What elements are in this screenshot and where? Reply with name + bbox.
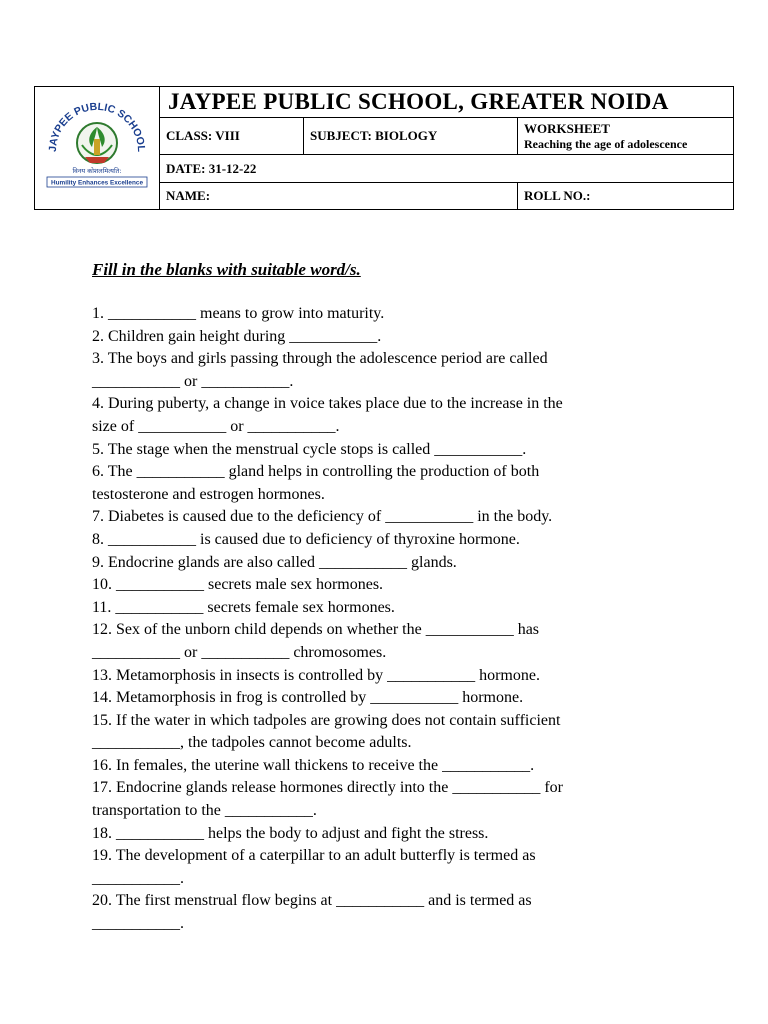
logo-hindi-motto: विनय कोशलमित्यति: xyxy=(72,167,122,175)
question-line: size of ___________ or ___________. xyxy=(92,417,340,435)
question-line: ___________. xyxy=(92,869,184,887)
worksheet-title: WORKSHEET xyxy=(524,120,610,136)
subject-field: SUBJECT: BIOLOGY xyxy=(304,118,518,155)
question-line: 7. Diabetes is caused due to the deficiency of ___________ in the body. xyxy=(92,508,553,526)
question-line: 10. ___________ secrets male sex hormones. xyxy=(92,576,384,594)
question-line: ___________. xyxy=(92,915,184,933)
header-table xyxy=(34,86,734,210)
question-line: 3. The boys and girls passing through the adolescence period are called xyxy=(92,350,548,368)
school-name: JAYPEE PUBLIC SCHOOL, GREATER NOIDA xyxy=(160,87,734,118)
question-line: 20. The first menstrual flow begins at ___________ and is termed as xyxy=(92,892,532,910)
question-line: 17. Endocrine glands release hormones directly into the ___________ for xyxy=(92,779,563,797)
question-line: 2. Children gain height during ___________. xyxy=(92,327,382,345)
question-line: 16. In females, the uterine wall thickens to receive the ___________. xyxy=(92,756,535,774)
name-field: NAME: xyxy=(160,183,518,210)
question-line: ___________, the tadpoles cannot become adults. xyxy=(92,734,412,752)
question-line: 5. The stage when the menstrual cycle stops is called ___________. xyxy=(92,440,527,458)
question-line: transportation to the ___________. xyxy=(92,802,317,820)
question-line: ___________ or ___________. xyxy=(92,372,294,390)
question-line: 13. Metamorphosis in insects is controlled by ___________ hormone. xyxy=(92,666,540,684)
worksheet-topic: Reaching the age of adolescence xyxy=(524,136,688,151)
question-line: 15. If the water in which tadpoles are growing does not contain sufficient xyxy=(92,711,561,729)
class-field: CLASS: VIII xyxy=(160,118,304,155)
question-line: testosterone and estrogen hormones. xyxy=(92,485,325,503)
question-line: 4. During puberty, a change in voice takes place due to the increase in the xyxy=(92,395,563,413)
logo-arc-text: JAYPEE PUBLIC SCHOOL xyxy=(46,100,148,153)
question-line: 14. Metamorphosis in frog is controlled by ___________ hormone. xyxy=(92,689,524,707)
question-list xyxy=(92,303,692,936)
question-line: 19. The development of a caterpillar to an adult butterfly is termed as xyxy=(92,847,536,865)
logo-motto: Humility Enhances Excellence xyxy=(51,179,143,187)
question-line: 11. ___________ secrets female sex hormones. xyxy=(92,598,395,616)
question-line: 9. Endocrine glands are also called ___________ glands. xyxy=(92,553,457,571)
instruction-heading: Fill in the blanks with suitable word/s. xyxy=(92,260,361,279)
question-line: ___________ or ___________ chromosomes. xyxy=(92,643,387,661)
question-line: 6. The ___________ gland helps in controlling the production of both xyxy=(92,463,540,481)
school-emblem-icon xyxy=(42,93,152,197)
roll-no-field: ROLL NO.: xyxy=(518,183,734,210)
worksheet-cell xyxy=(518,118,734,155)
question-line: 1. ___________ means to grow into maturity. xyxy=(92,305,385,322)
school-logo xyxy=(35,87,160,210)
date-field: DATE: 31-12-22 xyxy=(160,155,734,183)
question-line: 12. Sex of the unborn child depends on whether the ___________ has xyxy=(92,621,540,639)
question-line: 8. ___________ is caused due to deficiency of thyroxine hormone. xyxy=(92,530,520,548)
question-line: 18. ___________ helps the body to adjust and fight the stress. xyxy=(92,824,489,842)
